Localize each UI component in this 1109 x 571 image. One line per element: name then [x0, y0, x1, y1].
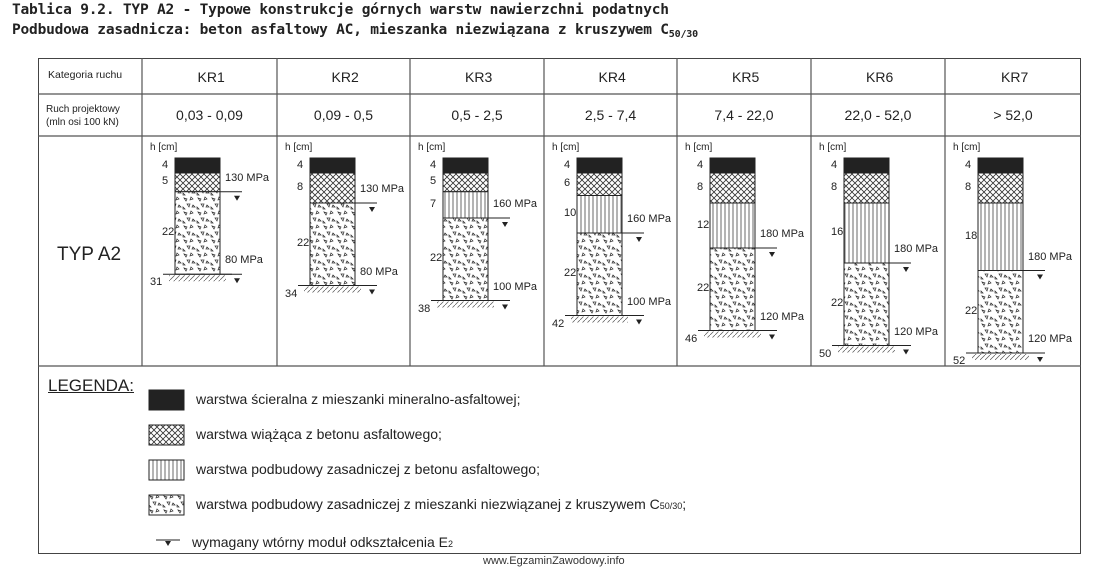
h-label: h [cm]	[685, 142, 713, 153]
category-name-kr7: KR7	[1001, 69, 1029, 85]
layer-thickness-label: 8	[697, 181, 704, 193]
legend-text-main: warstwa wiążąca z betonu asfaltowego;	[196, 426, 442, 442]
layer-thickness-label: 22	[564, 267, 577, 280]
total-thickness-kr6: 50	[819, 347, 832, 360]
total-thickness-kr2: 34	[285, 287, 298, 300]
layer-kr5-4	[710, 248, 755, 331]
layer-kr4-4	[577, 233, 622, 316]
modulus-lower-kr6: 120 MPa	[894, 325, 939, 338]
modulus-marker-icon	[502, 305, 508, 310]
h-label: h [cm]	[150, 142, 178, 153]
legend-swatch-wearing	[148, 389, 188, 413]
subgrade-hatch	[704, 332, 761, 338]
layer-kr1-3	[175, 192, 220, 275]
h-label: h [cm]	[819, 142, 847, 153]
modulus-lower-kr4: 100 MPa	[627, 295, 672, 308]
layer-kr7-1	[978, 158, 1023, 173]
row-header-category: Kategoria ruchu	[48, 69, 123, 81]
legend-text-subscript: 50/30	[659, 501, 683, 511]
layer-kr4-3	[577, 196, 622, 234]
traffic-range-kr4: 2,5 - 7,4	[584, 107, 637, 123]
table-title: Tablica 9.2. TYP A2 - Typowe konstrukcje górnych warstw nawierzchni podatnych	[12, 2, 669, 18]
layer-thickness-label: 22	[831, 297, 844, 310]
legend-swatch-binder	[148, 424, 188, 448]
modulus-lower-kr5: 120 MPa	[760, 310, 805, 323]
modulus-marker-icon	[1037, 357, 1043, 362]
legend-box	[149, 425, 184, 445]
modulus-marker-icon	[636, 237, 642, 242]
layer-thickness-label: 10	[564, 207, 577, 220]
legend-text-binder	[196, 426, 442, 442]
traffic-range-kr2: 0,09 - 0,5	[313, 107, 374, 123]
legend-text-modulus	[192, 534, 453, 550]
subgrade-hatch	[437, 302, 494, 308]
layer-kr5-1	[710, 158, 755, 173]
subgrade-hatch	[838, 347, 895, 353]
total-thickness-kr4: 42	[552, 317, 565, 330]
layer-kr7-2	[978, 173, 1023, 203]
modulus-upper-kr7: 180 MPa	[1028, 250, 1073, 263]
modulus-lower-kr7: 120 MPa	[1028, 333, 1073, 345]
layer-thickness-label: 4	[564, 158, 571, 171]
modulus-marker-icon	[903, 267, 909, 272]
layer-thickness-label: 8	[831, 181, 838, 193]
layer-thickness-label: 22	[965, 304, 978, 317]
layer-kr3-4	[443, 218, 488, 301]
modulus-upper-kr6: 180 MPa	[894, 243, 939, 255]
modulus-lower-kr1: 80 MPa	[225, 254, 263, 267]
total-thickness-kr7: 52	[953, 355, 966, 367]
subgrade-hatch	[571, 317, 628, 323]
layer-kr2-1	[310, 158, 355, 173]
layer-thickness-label: 4	[965, 158, 972, 171]
layer-thickness-label: 22	[697, 282, 710, 295]
layer-kr6-2	[844, 173, 889, 203]
layer-thickness-label: 4	[697, 158, 704, 171]
modulus-marker-icon	[234, 196, 240, 201]
layer-thickness-label: 4	[430, 158, 437, 171]
layer-kr6-4	[844, 263, 889, 346]
h-label: h [cm]	[953, 142, 981, 153]
legend-text-main: warstwa ścieralna z mieszanki mineralno-asfaltowej;	[196, 391, 521, 407]
layer-thickness-label: 5	[430, 175, 437, 188]
legend-box	[149, 460, 184, 480]
subgrade-hatch	[169, 275, 226, 281]
footer-watermark: www.EgzaminZawodowy.info	[483, 555, 625, 567]
layer-kr3-3	[443, 192, 488, 218]
layer-thickness-label: 16	[831, 226, 844, 238]
modulus-marker-icon	[769, 335, 775, 340]
layer-kr1-2	[175, 173, 220, 192]
h-label: h [cm]	[552, 142, 580, 153]
traffic-range-kr5: 7,4 - 22,0	[714, 107, 774, 123]
layer-kr6-3	[844, 203, 889, 263]
subtitle-text: Podbudowa zasadnicza: beton asfaltowy AC, mieszanka niezwiązana z kruszywem C	[12, 22, 669, 38]
layer-kr3-2	[443, 173, 488, 192]
legend-swatch-modulus	[148, 534, 188, 558]
legend-text-wearing	[196, 391, 520, 407]
modulus-marker-icon	[369, 290, 375, 295]
layer-kr3-1	[443, 158, 488, 173]
legend-text-main: warstwa podbudowy zasadniczej z betonu asfaltowego;	[196, 461, 540, 477]
traffic-range-kr3: 0,5 - 2,5	[451, 107, 503, 123]
traffic-range-kr7: > 52,0	[993, 107, 1033, 123]
modulus-marker-icon	[234, 278, 240, 283]
layer-thickness-label: 5	[162, 175, 169, 188]
legend-box	[149, 495, 184, 515]
total-thickness-kr1: 31	[150, 276, 163, 289]
layer-kr2-3	[310, 203, 355, 286]
legend-text-tail: ;	[682, 496, 687, 512]
subgrade-hatch	[972, 354, 1029, 360]
layer-thickness-label: 4	[831, 158, 838, 171]
legend-text-base_ac	[196, 461, 540, 477]
modulus-marker-icon	[165, 541, 171, 546]
row-header-traffic-line2: (mln osi 100 kN)	[46, 117, 119, 128]
layer-kr5-2	[710, 173, 755, 203]
subgrade-hatch	[304, 287, 361, 293]
layer-thickness-label: 22	[297, 237, 310, 250]
layer-kr5-3	[710, 203, 755, 248]
legend-swatch-base_unbound	[148, 494, 188, 518]
layer-kr7-4	[978, 271, 1023, 354]
category-name-kr6: KR6	[866, 69, 894, 85]
layer-thickness-label: 6	[564, 177, 571, 190]
traffic-range-kr6: 22,0 - 52,0	[844, 107, 912, 123]
legend-swatch-base_ac	[148, 459, 188, 483]
modulus-marker-icon	[1037, 275, 1043, 280]
subtitle-subscript: 50/30	[668, 29, 698, 40]
legend-label: LEGENDA:	[48, 376, 134, 395]
modulus-upper-kr3: 160 MPa	[493, 198, 538, 210]
traffic-range-kr1: 0,03 - 0,09	[176, 107, 243, 123]
layer-kr6-1	[844, 158, 889, 173]
total-thickness-kr3: 38	[418, 302, 431, 315]
layer-thickness-label: 8	[297, 181, 304, 193]
row-header-type: TYP A2	[57, 244, 122, 265]
layer-kr7-3	[978, 203, 1023, 271]
modulus-upper-kr5: 180 MPa	[760, 228, 805, 240]
legend-box	[149, 390, 184, 410]
legend-text-subscript: 2	[448, 539, 454, 549]
row-header-traffic-line1: Ruch projektowy	[46, 104, 120, 115]
layer-thickness-label: 12	[697, 218, 710, 231]
legend-text-base_unbound	[196, 496, 686, 512]
h-label: h [cm]	[418, 142, 446, 153]
category-name-kr2: KR2	[331, 69, 359, 85]
category-name-kr5: KR5	[732, 69, 760, 85]
modulus-marker-icon	[769, 252, 775, 257]
modulus-upper-kr2: 130 MPa	[360, 183, 405, 195]
category-name-kr1: KR1	[197, 69, 225, 85]
layer-thickness-label: 4	[297, 158, 304, 171]
layer-thickness-label: 22	[162, 226, 175, 238]
h-label: h [cm]	[285, 142, 313, 153]
layer-kr1-1	[175, 158, 220, 173]
layer-kr4-2	[577, 173, 622, 196]
modulus-marker-icon	[903, 350, 909, 355]
layer-thickness-label: 4	[162, 158, 169, 171]
modulus-lower-kr3: 100 MPa	[493, 280, 538, 293]
legend-text-main: warstwa podbudowy zasadniczej z mieszanki niezwiązanej z kruszywem C	[196, 496, 660, 512]
category-name-kr4: KR4	[598, 69, 626, 85]
layer-thickness-label: 8	[965, 181, 972, 193]
modulus-marker-icon	[369, 207, 375, 212]
layer-thickness-label: 22	[430, 252, 443, 265]
layer-kr2-2	[310, 173, 355, 203]
modulus-marker-icon	[636, 320, 642, 325]
modulus-upper-kr1: 130 MPa	[225, 171, 270, 184]
modulus-lower-kr2: 80 MPa	[360, 265, 398, 278]
legend-text-main: wymagany wtórny moduł odkształcenia E	[192, 534, 449, 550]
layer-thickness-label: 7	[430, 197, 437, 210]
total-thickness-kr5: 46	[685, 332, 698, 345]
modulus-marker-icon	[502, 222, 508, 227]
modulus-upper-kr4: 160 MPa	[627, 213, 672, 225]
layer-kr4-1	[577, 158, 622, 173]
layer-thickness-label: 18	[965, 229, 978, 242]
category-name-kr3: KR3	[465, 69, 493, 85]
